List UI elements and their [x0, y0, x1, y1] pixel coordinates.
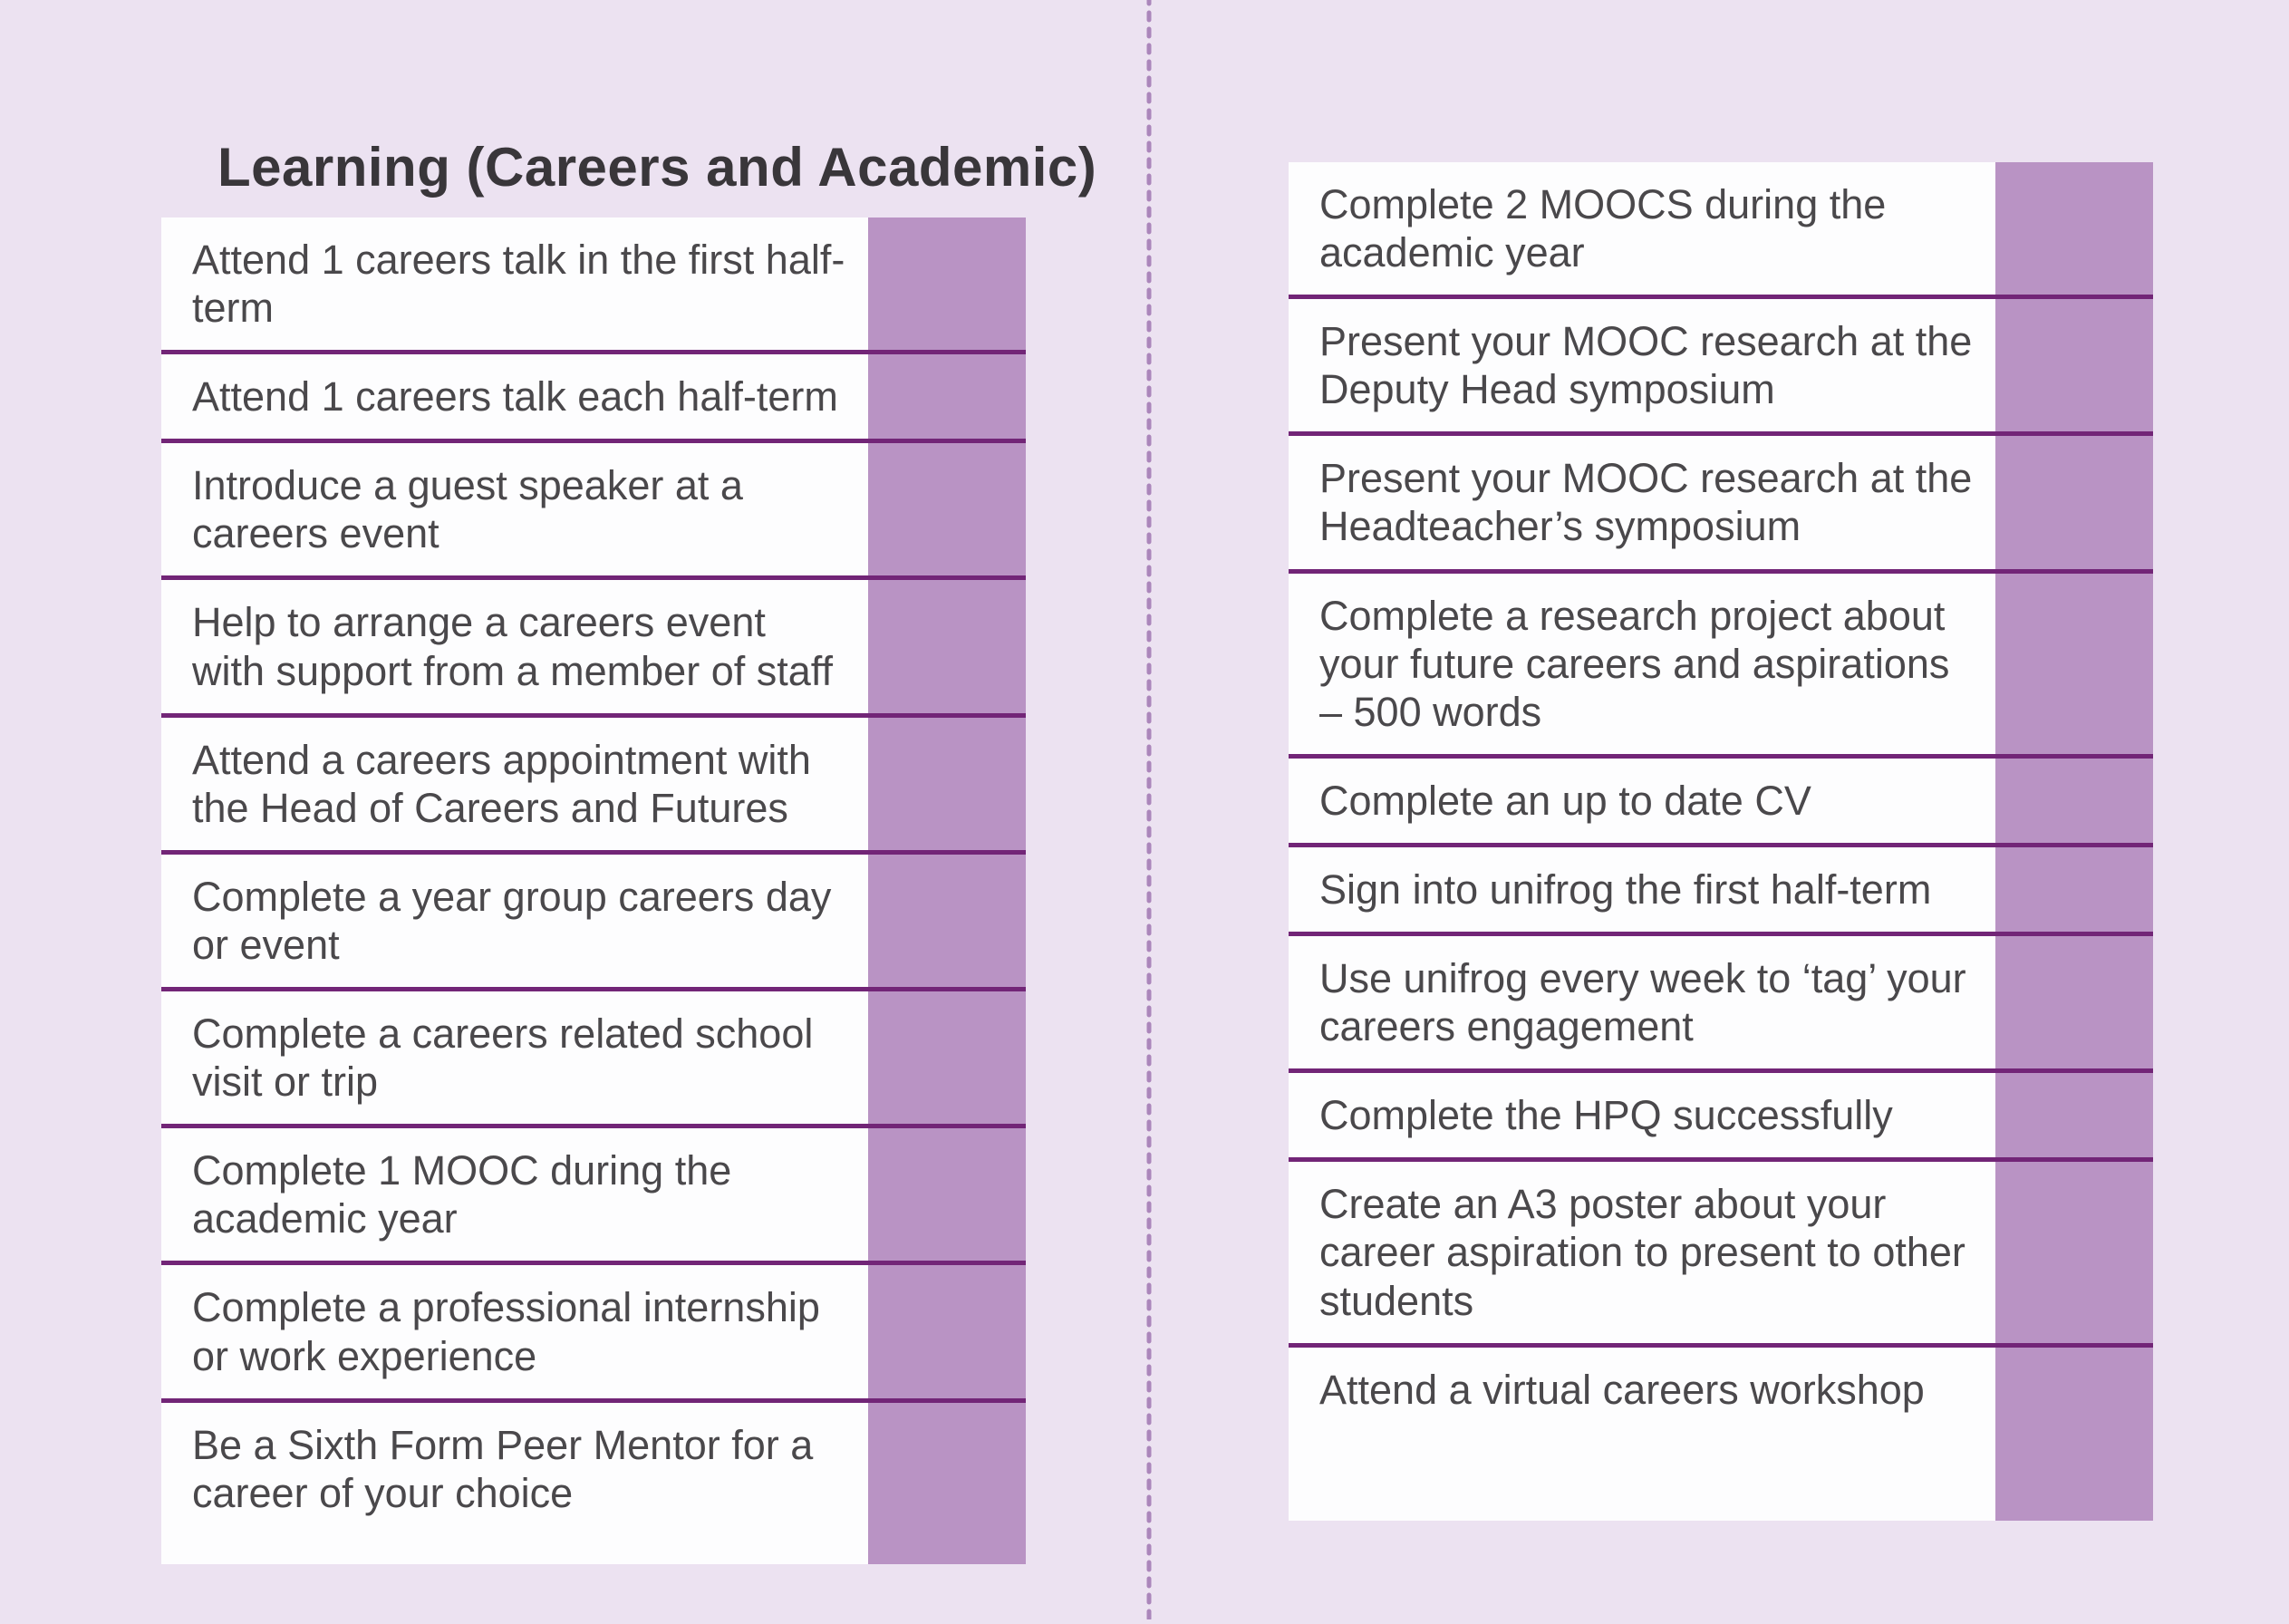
checklist-row	[1289, 162, 2153, 295]
checklist-checkbox-cell	[868, 718, 1026, 850]
checklist-row	[1289, 754, 2153, 843]
checklist-item-text: Attend a careers appointment with the Head of Careers and Futures	[161, 718, 868, 850]
checklist-row	[161, 575, 1026, 712]
checklist-row	[1289, 843, 2153, 932]
checklist-item-text: Present your MOOC research at the Headteacher’s symposium	[1289, 436, 1995, 568]
checklist-checkbox-cell	[1995, 1348, 2153, 1521]
checklist-item-text: Complete a year group careers day or event	[161, 855, 868, 987]
checklist-item-text: Complete an up to date CV	[1289, 759, 1995, 843]
checklist-checkbox-cell	[1995, 162, 2153, 295]
checklist-checkbox-cell	[868, 991, 1026, 1124]
right-checklist-table	[1289, 162, 2153, 1521]
checklist-row	[161, 1124, 1026, 1261]
checklist-row	[1289, 431, 2153, 568]
checklist-checkbox-cell	[1995, 1162, 2153, 1342]
checklist-checkbox-cell	[868, 354, 1026, 439]
checklist-item-text: Sign into unifrog the first half-term	[1289, 847, 1995, 932]
checklist-row	[1289, 1157, 2153, 1342]
checklist-row	[161, 218, 1026, 350]
checklist-checkbox-cell	[868, 1128, 1026, 1261]
checklist-item-text: Complete a professional internship or work experience	[161, 1265, 868, 1397]
checklist-item-text: Help to arrange a careers event with support from a member of staff	[161, 580, 868, 712]
checklist-checkbox-cell	[868, 580, 1026, 712]
checklist-item-text: Complete a careers related school visit or trip	[161, 991, 868, 1124]
checklist-item-text: Complete 1 MOOC during the academic year	[161, 1128, 868, 1261]
checklist-checkbox-cell	[1995, 759, 2153, 843]
center-fold-dashed-divider	[1146, 0, 1152, 1619]
checklist-checkbox-cell	[1995, 1073, 2153, 1157]
checklist-row	[161, 350, 1026, 439]
checklist-checkbox-cell	[868, 443, 1026, 575]
checklist-item-text: Complete 2 MOOCS during the academic year	[1289, 162, 1995, 295]
checklist-item-text: Complete a research project about your future careers and aspirations – 500 words	[1289, 574, 1995, 754]
checklist-checkbox-cell	[1995, 936, 2153, 1068]
checklist-row	[1289, 569, 2153, 754]
checklist-row	[161, 1261, 1026, 1397]
checklist-row	[1289, 1343, 2153, 1521]
checklist-row	[1289, 1068, 2153, 1157]
checklist-item-text: Present your MOOC research at the Deputy Head symposium	[1289, 299, 1995, 431]
checklist-row	[161, 439, 1026, 575]
checklist-row	[1289, 295, 2153, 431]
page-title: Learning (Careers and Academic)	[217, 137, 1097, 198]
checklist-item-text: Attend 1 careers talk in the first half-term	[161, 218, 868, 350]
checklist-row	[161, 1398, 1026, 1564]
checklist-checkbox-cell	[1995, 299, 2153, 431]
checklist-row	[161, 850, 1026, 987]
checklist-row	[161, 713, 1026, 850]
checklist-item-text: Be a Sixth Form Peer Mentor for a career of your choice	[161, 1403, 868, 1564]
checklist-item-text: Attend a virtual careers workshop	[1289, 1348, 1995, 1521]
checklist-checkbox-cell	[1995, 847, 2153, 932]
checklist-checkbox-cell	[1995, 436, 2153, 568]
checklist-item-text: Complete the HPQ successfully	[1289, 1073, 1995, 1157]
checklist-item-text: Attend 1 careers talk each half-term	[161, 354, 868, 439]
checklist-checkbox-cell	[868, 1403, 1026, 1564]
checklist-row	[1289, 932, 2153, 1068]
checklist-row	[161, 987, 1026, 1124]
left-checklist-table	[161, 218, 1026, 1564]
checklist-item-text: Create an A3 poster about your career aspiration to present to other students	[1289, 1162, 1995, 1342]
checklist-checkbox-cell	[868, 218, 1026, 350]
checklist-item-text: Use unifrog every week to ‘tag’ your careers engagement	[1289, 936, 1995, 1068]
checklist-checkbox-cell	[868, 1265, 1026, 1397]
dashed-line-graphic	[1146, 0, 1152, 1619]
checklist-checkbox-cell	[868, 855, 1026, 987]
checklist-item-text: Introduce a guest speaker at a careers event	[161, 443, 868, 575]
checklist-checkbox-cell	[1995, 574, 2153, 754]
